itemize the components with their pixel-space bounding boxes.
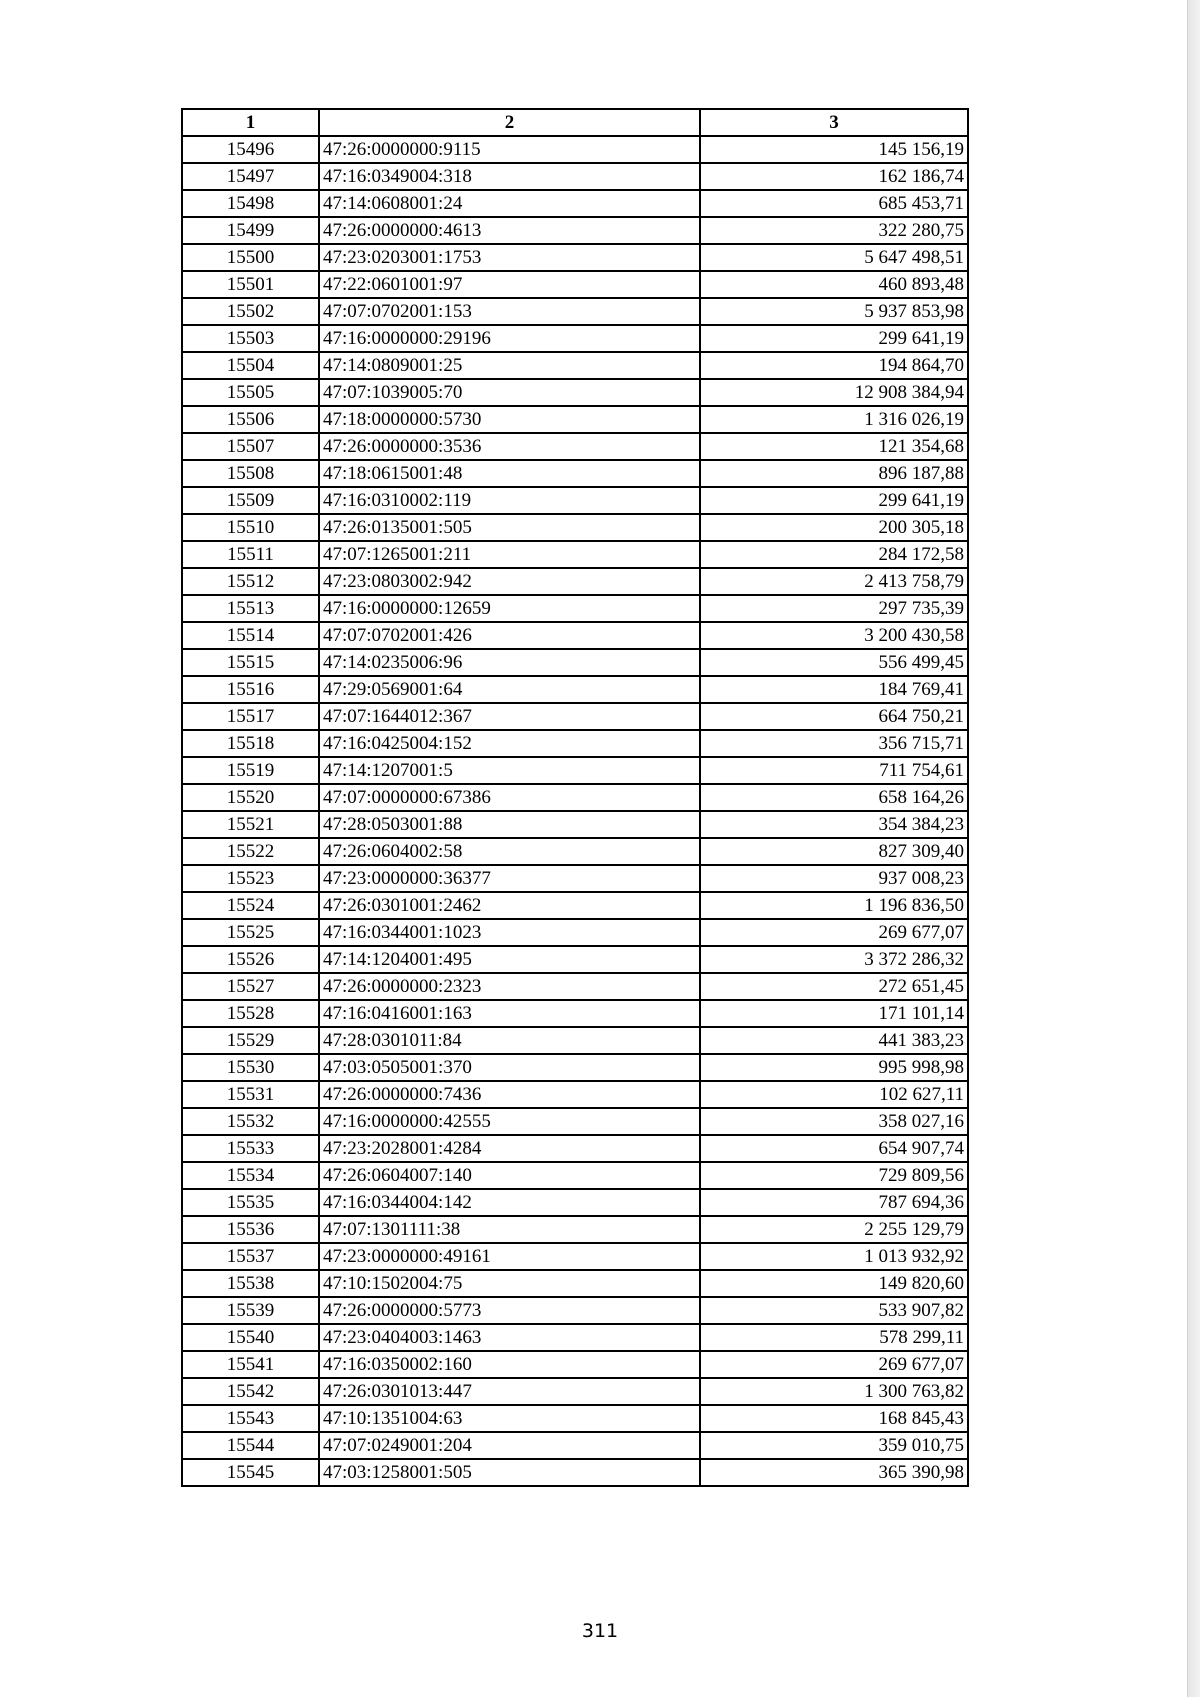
row-number-cell: 15524 <box>182 892 319 919</box>
row-number-cell: 15533 <box>182 1135 319 1162</box>
table-row <box>182 406 968 433</box>
row-number-cell: 15534 <box>182 1162 319 1189</box>
row-number-cell: 15538 <box>182 1270 319 1297</box>
row-number-cell: 15542 <box>182 1378 319 1405</box>
cadastral-value-cell: 272 651,45 <box>700 973 968 1000</box>
row-number-cell: 15513 <box>182 595 319 622</box>
table-row <box>182 298 968 325</box>
cadastral-value-cell: 533 907,82 <box>700 1297 968 1324</box>
cadastral-value-cell: 2 413 758,79 <box>700 568 968 595</box>
row-number-cell: 15545 <box>182 1459 319 1486</box>
cadastral-value-cell: 5 937 853,98 <box>700 298 968 325</box>
cadastral-number-cell: 47:07:0249001:204 <box>319 1432 700 1459</box>
row-number-cell: 15540 <box>182 1324 319 1351</box>
cadastral-number-cell: 47:16:0000000:42555 <box>319 1108 700 1135</box>
row-number-cell: 15499 <box>182 217 319 244</box>
cadastral-number-cell: 47:03:0505001:370 <box>319 1054 700 1081</box>
cadastral-value-cell: 787 694,36 <box>700 1189 968 1216</box>
cadastral-number-cell: 47:16:0344004:142 <box>319 1189 700 1216</box>
cadastral-number-cell: 47:29:0569001:64 <box>319 676 700 703</box>
row-number-cell: 15535 <box>182 1189 319 1216</box>
row-number-cell: 15531 <box>182 1081 319 1108</box>
cadastral-value-cell: 685 453,71 <box>700 190 968 217</box>
cadastral-number-cell: 47:23:0803002:942 <box>319 568 700 595</box>
row-number-cell: 15497 <box>182 163 319 190</box>
table-row <box>182 649 968 676</box>
table-row <box>182 892 968 919</box>
cadastral-value-cell: 359 010,75 <box>700 1432 968 1459</box>
cadastral-number-cell: 47:23:0203001:1753 <box>319 244 700 271</box>
table-row <box>182 838 968 865</box>
cadastral-value-cell: 297 735,39 <box>700 595 968 622</box>
row-number-cell: 15523 <box>182 865 319 892</box>
table-row <box>182 514 968 541</box>
cadastral-value-cell: 322 280,75 <box>700 217 968 244</box>
row-number-cell: 15526 <box>182 946 319 973</box>
cadastral-number-cell: 47:16:0416001:163 <box>319 1000 700 1027</box>
cadastral-number-cell: 47:16:0310002:119 <box>319 487 700 514</box>
cadastral-number-cell: 47:23:2028001:4284 <box>319 1135 700 1162</box>
table-row <box>182 973 968 1000</box>
cadastral-number-cell: 47:26:0604007:140 <box>319 1162 700 1189</box>
table-row <box>182 136 968 163</box>
cadastral-number-cell: 47:14:0608001:24 <box>319 190 700 217</box>
cadastral-value-cell: 171 101,14 <box>700 1000 968 1027</box>
cadastral-value-cell: 184 769,41 <box>700 676 968 703</box>
row-number-cell: 15515 <box>182 649 319 676</box>
row-number-cell: 15511 <box>182 541 319 568</box>
cadastral-number-cell: 47:10:1351004:63 <box>319 1405 700 1432</box>
cadastral-number-cell: 47:16:0000000:12659 <box>319 595 700 622</box>
cadastral-number-cell: 47:26:0604002:58 <box>319 838 700 865</box>
table-header <box>182 109 968 136</box>
cadastral-number-cell: 47:26:0000000:2323 <box>319 973 700 1000</box>
table-row <box>182 622 968 649</box>
table-row <box>182 1027 968 1054</box>
row-number-cell: 15500 <box>182 244 319 271</box>
row-number-cell: 15517 <box>182 703 319 730</box>
cadastral-number-cell: 47:07:0702001:426 <box>319 622 700 649</box>
cadastral-number-cell: 47:14:0235006:96 <box>319 649 700 676</box>
cadastral-value-cell: 168 845,43 <box>700 1405 968 1432</box>
table-row <box>182 1081 968 1108</box>
cadastral-value-cell: 711 754,61 <box>700 757 968 784</box>
row-number-cell: 15539 <box>182 1297 319 1324</box>
row-number-cell: 15502 <box>182 298 319 325</box>
table-row <box>182 595 968 622</box>
row-number-cell: 15510 <box>182 514 319 541</box>
row-number-cell: 15509 <box>182 487 319 514</box>
table-row <box>182 271 968 298</box>
row-number-cell: 15519 <box>182 757 319 784</box>
row-number-cell: 15532 <box>182 1108 319 1135</box>
table-row <box>182 217 968 244</box>
table-row <box>182 460 968 487</box>
cadastral-number-cell: 47:07:1039005:70 <box>319 379 700 406</box>
cadastral-value-cell: 1 013 932,92 <box>700 1243 968 1270</box>
table-row <box>182 1162 968 1189</box>
cadastral-number-cell: 47:16:0349004:318 <box>319 163 700 190</box>
row-number-cell: 15529 <box>182 1027 319 1054</box>
cadastral-number-cell: 47:26:0000000:3536 <box>319 433 700 460</box>
table-row <box>182 1189 968 1216</box>
row-number-cell: 15527 <box>182 973 319 1000</box>
cadastral-number-cell: 47:10:1502004:75 <box>319 1270 700 1297</box>
table-row <box>182 1270 968 1297</box>
row-number-cell: 15544 <box>182 1432 319 1459</box>
table-row <box>182 946 968 973</box>
cadastral-value-cell: 162 186,74 <box>700 163 968 190</box>
cadastral-number-cell: 47:16:0350002:160 <box>319 1351 700 1378</box>
cadastral-value-table <box>181 108 969 1487</box>
table-row <box>182 730 968 757</box>
row-number-cell: 15518 <box>182 730 319 757</box>
cadastral-number-cell: 47:26:0301013:447 <box>319 1378 700 1405</box>
table-row <box>182 1135 968 1162</box>
cadastral-value-cell: 729 809,56 <box>700 1162 968 1189</box>
cadastral-value-cell: 299 641,19 <box>700 325 968 352</box>
cadastral-number-cell: 47:23:0000000:36377 <box>319 865 700 892</box>
cadastral-number-cell: 47:07:0000000:67386 <box>319 784 700 811</box>
row-number-cell: 15512 <box>182 568 319 595</box>
table-row <box>182 1324 968 1351</box>
cadastral-value-cell: 5 647 498,51 <box>700 244 968 271</box>
table-row <box>182 1432 968 1459</box>
cadastral-number-cell: 47:28:0301011:84 <box>319 1027 700 1054</box>
cadastral-value-cell: 299 641,19 <box>700 487 968 514</box>
row-number-cell: 15507 <box>182 433 319 460</box>
cadastral-number-cell: 47:26:0000000:5773 <box>319 1297 700 1324</box>
header-row <box>182 109 968 136</box>
cadastral-value-cell: 3 200 430,58 <box>700 622 968 649</box>
table-row <box>182 1054 968 1081</box>
table-row <box>182 1459 968 1486</box>
table-row <box>182 1000 968 1027</box>
table-row <box>182 1108 968 1135</box>
table-row <box>182 1297 968 1324</box>
cadastral-value-cell: 441 383,23 <box>700 1027 968 1054</box>
header-col-2: 2 <box>319 109 700 136</box>
cadastral-value-cell: 102 627,11 <box>700 1081 968 1108</box>
cadastral-value-cell: 194 864,70 <box>700 352 968 379</box>
table-row <box>182 379 968 406</box>
cadastral-number-cell: 47:14:1207001:5 <box>319 757 700 784</box>
cadastral-number-cell: 47:14:1204001:495 <box>319 946 700 973</box>
table-row <box>182 1243 968 1270</box>
cadastral-value-cell: 3 372 286,32 <box>700 946 968 973</box>
cadastral-number-cell: 47:23:0404003:1463 <box>319 1324 700 1351</box>
table-row <box>182 1405 968 1432</box>
row-number-cell: 15530 <box>182 1054 319 1081</box>
row-number-cell: 15522 <box>182 838 319 865</box>
header-col-3: 3 <box>700 109 968 136</box>
table-row <box>182 757 968 784</box>
cadastral-number-cell: 47:18:0615001:48 <box>319 460 700 487</box>
cadastral-value-cell: 1 196 836,50 <box>700 892 968 919</box>
table-row <box>182 487 968 514</box>
table-row <box>182 163 968 190</box>
cadastral-value-cell: 578 299,11 <box>700 1324 968 1351</box>
cadastral-value-cell: 937 008,23 <box>700 865 968 892</box>
cadastral-number-cell: 47:07:1265001:211 <box>319 541 700 568</box>
cadastral-value-cell: 827 309,40 <box>700 838 968 865</box>
table-row <box>182 784 968 811</box>
cadastral-value-cell: 12 908 384,94 <box>700 379 968 406</box>
cadastral-value-cell: 269 677,07 <box>700 919 968 946</box>
table-row <box>182 433 968 460</box>
cadastral-value-cell: 556 499,45 <box>700 649 968 676</box>
cadastral-number-cell: 47:26:0301001:2462 <box>319 892 700 919</box>
row-number-cell: 15498 <box>182 190 319 217</box>
page-number: 311 <box>581 1620 619 1642</box>
row-number-cell: 15505 <box>182 379 319 406</box>
row-number-cell: 15528 <box>182 1000 319 1027</box>
table-row <box>182 1351 968 1378</box>
cadastral-value-cell: 658 164,26 <box>700 784 968 811</box>
table-row <box>182 541 968 568</box>
row-number-cell: 15543 <box>182 1405 319 1432</box>
row-number-cell: 15536 <box>182 1216 319 1243</box>
cadastral-value-cell: 460 893,48 <box>700 271 968 298</box>
row-number-cell: 15501 <box>182 271 319 298</box>
cadastral-value-cell: 121 354,68 <box>700 433 968 460</box>
cadastral-value-cell: 200 305,18 <box>700 514 968 541</box>
cadastral-value-cell: 1 316 026,19 <box>700 406 968 433</box>
cadastral-number-cell: 47:23:0000000:49161 <box>319 1243 700 1270</box>
cadastral-number-cell: 47:07:0702001:153 <box>319 298 700 325</box>
cadastral-number-cell: 47:26:0000000:7436 <box>319 1081 700 1108</box>
cadastral-value-cell: 664 750,21 <box>700 703 968 730</box>
cadastral-number-cell: 47:26:0135001:505 <box>319 514 700 541</box>
cadastral-number-cell: 47:03:1258001:505 <box>319 1459 700 1486</box>
row-number-cell: 15520 <box>182 784 319 811</box>
cadastral-value-cell: 365 390,98 <box>700 1459 968 1486</box>
table-row <box>182 1378 968 1405</box>
page-edge <box>1187 0 1200 1697</box>
cadastral-number-cell: 47:22:0601001:97 <box>319 271 700 298</box>
header-col-1: 1 <box>182 109 319 136</box>
table-row <box>182 919 968 946</box>
cadastral-value-cell: 654 907,74 <box>700 1135 968 1162</box>
row-number-cell: 15503 <box>182 325 319 352</box>
cadastral-value-cell: 995 998,98 <box>700 1054 968 1081</box>
cadastral-number-cell: 47:26:0000000:9115 <box>319 136 700 163</box>
cadastral-number-cell: 47:14:0809001:25 <box>319 352 700 379</box>
table-row <box>182 1216 968 1243</box>
cadastral-number-cell: 47:18:0000000:5730 <box>319 406 700 433</box>
cadastral-value-cell: 356 715,71 <box>700 730 968 757</box>
row-number-cell: 15525 <box>182 919 319 946</box>
row-number-cell: 15541 <box>182 1351 319 1378</box>
row-number-cell: 15504 <box>182 352 319 379</box>
table-row <box>182 325 968 352</box>
cadastral-number-cell: 47:16:0425004:152 <box>319 730 700 757</box>
row-number-cell: 15514 <box>182 622 319 649</box>
cadastral-value-cell: 145 156,19 <box>700 136 968 163</box>
row-number-cell: 15496 <box>182 136 319 163</box>
row-number-cell: 15516 <box>182 676 319 703</box>
cadastral-number-cell: 47:07:1644012:367 <box>319 703 700 730</box>
cadastral-number-cell: 47:16:0000000:29196 <box>319 325 700 352</box>
cadastral-number-cell: 47:16:0344001:1023 <box>319 919 700 946</box>
row-number-cell: 15521 <box>182 811 319 838</box>
table-row <box>182 676 968 703</box>
cadastral-value-cell: 269 677,07 <box>700 1351 968 1378</box>
cadastral-value-cell: 284 172,58 <box>700 541 968 568</box>
table-row <box>182 190 968 217</box>
cadastral-number-cell: 47:07:1301111:38 <box>319 1216 700 1243</box>
table-row <box>182 811 968 838</box>
table-row <box>182 865 968 892</box>
cadastral-number-cell: 47:28:0503001:88 <box>319 811 700 838</box>
table-row <box>182 352 968 379</box>
cadastral-value-cell: 896 187,88 <box>700 460 968 487</box>
cadastral-number-cell: 47:26:0000000:4613 <box>319 217 700 244</box>
table-body <box>182 136 968 1486</box>
table-row <box>182 244 968 271</box>
row-number-cell: 15537 <box>182 1243 319 1270</box>
row-number-cell: 15508 <box>182 460 319 487</box>
table-row <box>182 703 968 730</box>
cadastral-value-cell: 354 384,23 <box>700 811 968 838</box>
cadastral-value-cell: 1 300 763,82 <box>700 1378 968 1405</box>
cadastral-value-cell: 149 820,60 <box>700 1270 968 1297</box>
cadastral-value-cell: 358 027,16 <box>700 1108 968 1135</box>
cadastral-value-cell: 2 255 129,79 <box>700 1216 968 1243</box>
table-row <box>182 568 968 595</box>
row-number-cell: 15506 <box>182 406 319 433</box>
